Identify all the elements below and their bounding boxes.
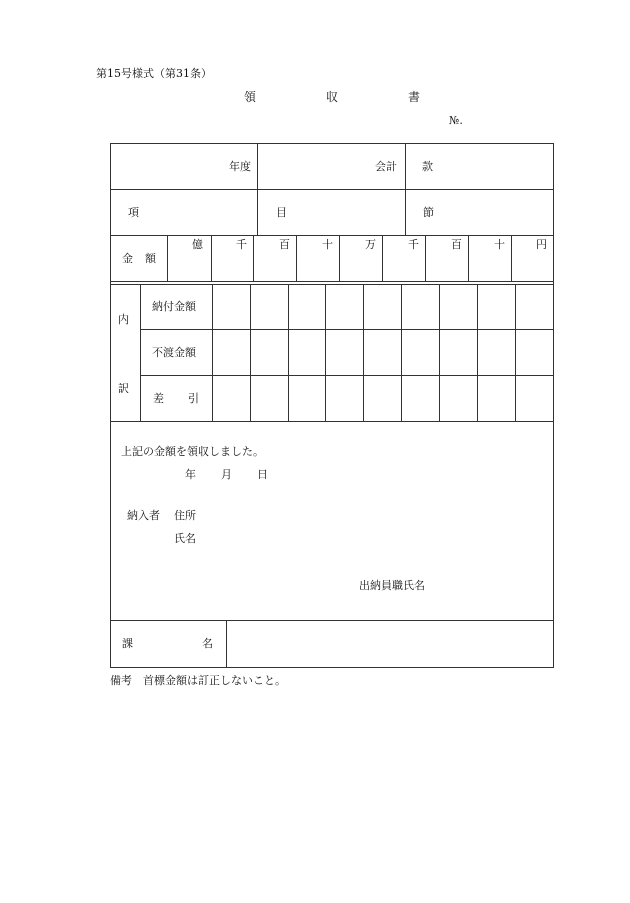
section-label-mei: 名 — [202, 637, 213, 650]
name-label: 氏名 — [174, 532, 196, 545]
divider — [511, 235, 512, 281]
divider — [339, 235, 340, 281]
unit-juu-2: 十 — [494, 238, 505, 251]
account-label: 会計 — [375, 160, 397, 173]
divider — [401, 284, 402, 421]
divider — [257, 143, 258, 235]
divider — [140, 375, 554, 376]
officer-name-label: 出納員職氏名 — [359, 579, 425, 592]
divider — [140, 284, 141, 421]
divider — [226, 620, 227, 668]
item-moku-label: 目 — [276, 206, 287, 219]
divider — [382, 235, 383, 281]
date-day-label: 日 — [257, 468, 268, 481]
divider — [405, 143, 406, 235]
fiscal-year-label: 年度 — [229, 160, 251, 173]
item-kou-label: 項 — [128, 206, 139, 219]
breakdown-label-wake: 訳 — [118, 382, 129, 395]
paid-amount-label: 納付金額 — [152, 300, 196, 313]
divider — [110, 189, 554, 190]
unit-sen-1: 千 — [236, 238, 247, 251]
item-kan-label: 款 — [422, 160, 433, 173]
divider — [212, 284, 213, 421]
divider — [515, 284, 516, 421]
unit-sen-2: 千 — [408, 238, 419, 251]
title-char-1: 領 — [244, 90, 257, 104]
difference-label-hiki: 引 — [188, 392, 199, 405]
unit-man: 万 — [365, 238, 376, 251]
divider — [211, 235, 212, 281]
divider — [439, 284, 440, 421]
receipt-statement: 上記の金額を領収しました。 — [121, 445, 264, 458]
divider — [468, 235, 469, 281]
divider — [363, 284, 364, 421]
date-year-label: 年 — [185, 468, 196, 481]
divider — [110, 281, 554, 282]
receipt-number-label: №. — [449, 114, 463, 127]
form-number: 第15号様式（第31条） — [96, 67, 212, 80]
divider — [288, 284, 289, 421]
title-char-2: 収 — [326, 90, 339, 104]
divider — [296, 235, 297, 281]
address-label: 住所 — [174, 509, 196, 522]
breakdown-label-uchi: 内 — [118, 313, 129, 326]
unit-en: 円 — [536, 238, 547, 251]
section-label-ka: 課 — [122, 637, 133, 650]
amount-label-gaku: 額 — [145, 252, 156, 265]
divider — [167, 235, 168, 281]
divider — [253, 235, 254, 281]
unit-hyaku-1: 百 — [279, 238, 290, 251]
divider — [110, 284, 554, 285]
divider — [110, 620, 554, 621]
remarks-note: 備考 首標金額は訂正しないこと。 — [110, 674, 286, 687]
divider — [110, 421, 554, 422]
divider — [425, 235, 426, 281]
difference-label-sa: 差 — [153, 392, 164, 405]
divider — [477, 284, 478, 421]
unit-hyaku-2: 百 — [451, 238, 462, 251]
unit-juu-1: 十 — [322, 238, 333, 251]
payer-label: 納入者 — [127, 509, 160, 522]
title-char-3: 書 — [408, 90, 421, 104]
divider — [110, 235, 554, 236]
dishonored-amount-label: 不渡金額 — [152, 346, 196, 359]
unit-oku: 億 — [192, 238, 203, 251]
divider — [325, 284, 326, 421]
divider — [140, 329, 554, 330]
amount-label-kin: 金 — [122, 252, 133, 265]
item-setsu-label: 節 — [423, 206, 434, 219]
divider — [250, 284, 251, 421]
date-month-label: 月 — [221, 468, 232, 481]
receipt-form — [110, 143, 554, 668]
